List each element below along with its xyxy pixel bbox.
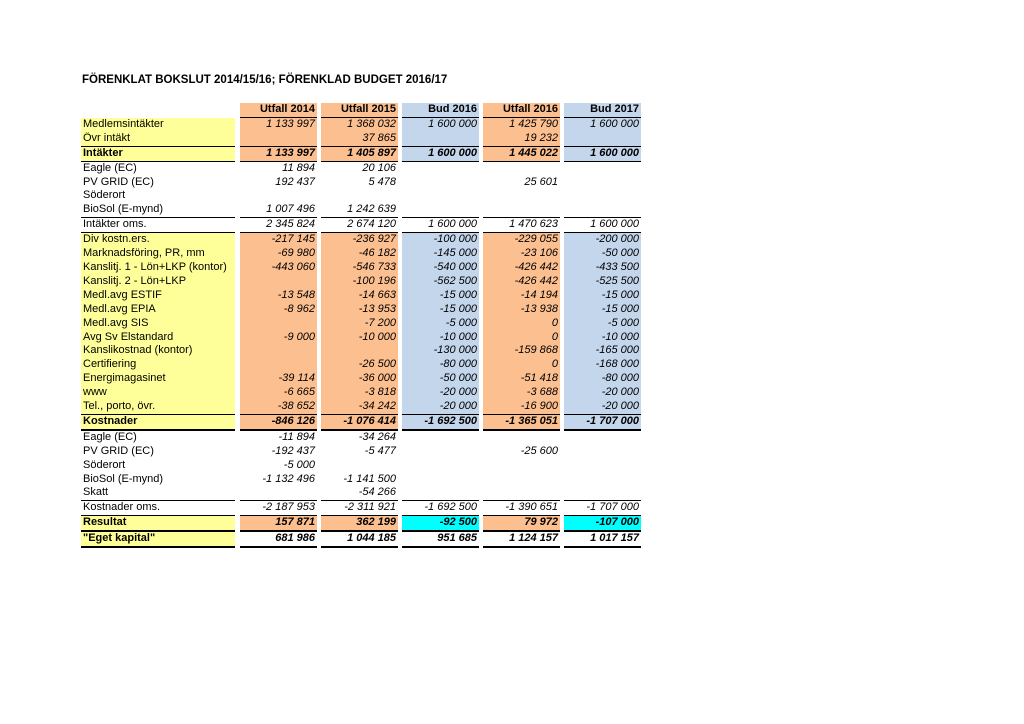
budget-table [81,103,641,548]
value-cell: 0 [483,358,560,372]
row-label: BioSol (E-mynd) [83,472,164,485]
table-row [81,400,641,414]
value-cell: -426 442 [483,261,560,275]
value-cell: -16 900 [483,400,560,414]
value-cell: 362 199 [321,515,398,531]
value-cell [240,275,317,289]
header-label-cell [81,103,235,118]
value-cell: 19 232 [483,132,560,146]
row-label: Intäkter oms. [81,217,235,232]
value-cell: -3 818 [321,386,398,400]
row-label: Marknadsföring, PR, mm [81,247,235,261]
value-cell [564,176,641,190]
value-cell [402,203,479,217]
row-label: Kanslitj. 1 - Lön+LKP (kontor) [81,261,235,275]
value-cell: -13 953 [321,303,398,317]
value-cell: -443 060 [240,261,317,275]
value-cell: -69 980 [240,247,317,261]
table-row [81,289,641,303]
value-cell [564,445,641,459]
row-label: Medl.avg SIS [81,317,235,331]
value-cell [483,486,560,500]
value-cell: -1 132 496 [262,472,315,485]
table-row [81,414,641,430]
table-row [81,331,641,345]
value-cell [321,344,398,358]
sheet-title: FÖRENKLAT BOKSLUT 2014/15/16; FÖRENKLAD BUDGET 2016/17 [82,74,448,86]
value-cell [564,162,641,176]
value-cell: 1 017 157 [564,531,641,548]
row-label: Kostnader oms. [81,500,235,515]
value-cell [240,317,317,331]
value-cell [483,459,560,473]
row-label: Skatt [83,486,109,499]
value-cell: -80 000 [402,358,479,372]
value-cell: -159 868 [483,344,560,358]
value-cell [483,203,560,217]
value-cell: -546 733 [321,261,398,275]
table-row [81,176,641,190]
table-row [81,217,641,232]
column-header: Bud 2017 [564,103,641,118]
table-row [81,473,641,487]
row-label: Medl.avg ESTIF [81,289,235,303]
row-label: Kanslitj. 2 - Lön+LKP [81,275,235,289]
value-cell: -54 266 [358,486,396,499]
row-label: PV GRID (EC) [83,175,154,188]
value-cell: -2 311 921 [321,500,398,515]
value-cell: -25 600 [520,444,558,457]
value-cell: -92 500 [402,515,479,531]
value-cell: -2 187 953 [240,500,317,515]
value-cell: 1 600 000 [564,146,641,162]
value-cell: 5 478 [368,175,396,188]
value-cell: -13 548 [240,289,317,303]
value-cell [402,473,479,487]
value-cell [483,162,560,176]
value-cell [402,430,479,445]
value-cell [564,430,641,445]
value-cell: -1 076 414 [321,414,398,430]
value-cell: 951 685 [402,531,479,548]
value-cell: -145 000 [402,247,479,261]
value-cell: 2 674 120 [321,217,398,232]
value-cell: -8 962 [240,303,317,317]
value-cell: -34 242 [321,400,398,414]
value-cell: -192 437 [271,444,315,457]
value-cell: -1 365 051 [483,414,560,430]
table-row [81,146,641,162]
value-cell: -5 477 [364,444,396,457]
value-cell: -846 126 [240,414,317,430]
value-cell: -525 500 [564,275,641,289]
row-label: Kanslikostnad (kontor) [81,344,235,358]
value-cell: -39 114 [240,372,317,386]
value-cell: 1 600 000 [402,146,479,162]
column-header: Utfall 2014 [240,103,317,118]
value-cell [564,486,641,500]
table-row [81,303,641,317]
value-cell: 157 871 [240,515,317,531]
value-cell: -20 000 [564,400,641,414]
row-label: Medlemsintäkter [81,118,235,132]
value-cell: -5 000 [283,458,315,471]
value-cell [564,459,641,473]
table-row [81,317,641,331]
value-cell [321,459,398,473]
value-cell: 681 986 [240,531,317,548]
value-cell: 1 133 997 [240,146,317,162]
value-cell: -107 000 [564,515,641,531]
table-row [81,358,641,372]
row-label: "Eget kapital" [81,531,235,548]
value-cell [402,176,479,190]
value-cell [483,430,560,445]
row-label: Övr intäkt [81,132,235,146]
value-cell [483,473,560,487]
value-cell: -15 000 [564,289,641,303]
value-cell: -229 055 [483,232,560,247]
value-cell [402,445,479,459]
value-cell: 1 470 623 [483,217,560,232]
value-cell: -1 390 651 [483,500,560,515]
row-label: Medl.avg EPIA [81,303,235,317]
value-cell: 1 600 000 [564,118,641,132]
column-header: Utfall 2016 [483,103,560,118]
value-cell: -20 000 [402,400,479,414]
value-cell: -10 000 [321,331,398,345]
value-cell: 192 437 [275,175,315,188]
row-label: PV GRID (EC) [83,444,154,457]
table-row [81,261,641,275]
value-cell: 20 106 [362,161,396,174]
value-cell [240,358,317,372]
value-cell [402,459,479,473]
value-cell: -36 000 [321,372,398,386]
row-label: Kostnader [81,414,235,430]
table-row [81,232,641,247]
value-cell: 1 044 185 [321,531,398,548]
row-label: Certifiering [81,358,235,372]
value-cell: -11 894 [240,430,317,445]
value-cell: -20 000 [402,386,479,400]
value-cell: -51 418 [483,372,560,386]
value-cell [483,189,560,203]
row-label: Söderort [83,189,126,202]
value-cell: -5 000 [564,317,641,331]
table-row [81,132,641,146]
value-cell: -80 000 [564,372,641,386]
value-cell: 1 425 790 [483,118,560,132]
value-cell: -14 663 [321,289,398,303]
value-cell: -15 000 [564,303,641,317]
value-cell: 1 124 157 [483,531,560,548]
table-row [81,500,641,515]
value-cell: -38 652 [240,400,317,414]
value-cell [402,486,479,500]
value-cell: 79 972 [483,515,560,531]
value-cell: -100 196 [321,275,398,289]
value-cell: -165 000 [564,344,641,358]
value-cell: 1 242 639 [347,203,396,216]
value-cell [402,162,479,176]
value-cell [402,132,479,146]
value-cell: -13 938 [483,303,560,317]
value-cell: -26 500 [321,358,398,372]
table-row [81,344,641,358]
value-cell: 0 [483,317,560,331]
value-cell: 25 601 [524,175,558,188]
table-row [81,459,641,473]
value-cell: -23 106 [483,247,560,261]
value-cell [564,473,641,487]
value-cell: 1 133 997 [240,118,317,132]
value-cell: -7 200 [321,317,398,331]
row-label: Avg Sv Elstandard [81,331,235,345]
column-header: Utfall 2015 [321,103,398,118]
row-label: Eagle (EC) [81,430,235,445]
table-row [81,486,641,500]
value-cell: -1 692 500 [402,500,479,515]
value-cell: -540 000 [402,261,479,275]
value-cell: -6 665 [240,386,317,400]
table-row [81,118,641,132]
table-row [81,247,641,261]
table-row [81,372,641,386]
value-cell: -236 927 [321,232,398,247]
value-cell: -1 707 000 [564,500,641,515]
value-cell: -426 442 [483,275,560,289]
row-label: Resultat [81,515,235,531]
value-cell: 1 368 032 [321,118,398,132]
table-row [81,531,641,548]
value-cell: 11 894 [282,161,315,174]
row-label: Energimagasinet [81,372,235,386]
value-cell: -46 182 [321,247,398,261]
value-cell: -15 000 [402,303,479,317]
row-label: Eagle (EC) [83,161,137,174]
table-row [81,203,641,217]
value-cell: -15 000 [402,289,479,303]
value-cell: 1 600 000 [402,118,479,132]
value-cell: 1 600 000 [564,217,641,232]
row-label: Div kostn.ers. [81,232,235,247]
value-cell: 2 345 824 [240,217,317,232]
value-cell: -217 145 [240,232,317,247]
value-cell [564,189,641,203]
table-row [81,445,641,459]
value-cell: -100 000 [402,232,479,247]
table-row [81,189,641,203]
value-cell: 1 445 022 [483,146,560,162]
value-cell [402,189,479,203]
value-cell: -10 000 [564,331,641,345]
column-header: Bud 2016 [402,103,479,118]
value-cell: -5 000 [402,317,479,331]
value-cell: -10 000 [402,331,479,345]
row-label: BioSol (E-mynd) [83,203,164,216]
value-cell [240,189,317,203]
value-cell [240,486,317,500]
value-cell: -1 141 500 [343,472,396,485]
value-cell: -50 000 [564,247,641,261]
value-cell [321,189,398,203]
value-cell: -130 000 [402,344,479,358]
value-cell: -20 000 [564,386,641,400]
table-row [81,162,641,176]
value-cell: 0 [483,331,560,345]
value-cell: -562 500 [402,275,479,289]
value-cell: -168 000 [564,358,641,372]
value-cell: -34 264 [321,430,398,445]
value-cell [564,203,641,217]
value-cell: -1 707 000 [564,414,641,430]
row-label: Tel., porto, övr. [81,400,235,414]
value-cell [240,132,317,146]
value-cell [240,344,317,358]
value-cell: 1 007 496 [266,203,315,216]
value-cell: 37 865 [321,132,398,146]
row-label: Söderort [83,458,126,471]
value-cell [564,132,641,146]
value-cell: -9 000 [240,331,317,345]
table-row [81,515,641,531]
value-cell: -50 000 [402,372,479,386]
value-cell: 1 600 000 [402,217,479,232]
value-cell: -14 194 [483,289,560,303]
table-row [81,275,641,289]
value-cell: 1 405 897 [321,146,398,162]
value-cell: -433 500 [564,261,641,275]
table-row [81,430,641,445]
table-row [81,386,641,400]
value-cell: -3 688 [483,386,560,400]
value-cell: -1 692 500 [402,414,479,430]
header-row [81,103,641,118]
row-label: www [81,386,235,400]
row-label: Intäkter [81,146,235,162]
value-cell: -200 000 [564,232,641,247]
